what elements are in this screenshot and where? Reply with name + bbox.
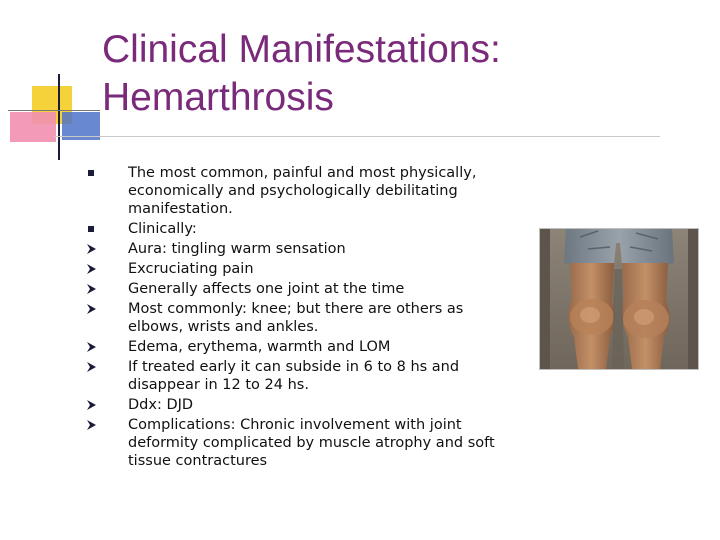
bullet-item <box>84 260 514 278</box>
bullet-text: If treated early it can subside in 6 to 8 hs and disappear in 12 to 24 hs. <box>128 359 460 393</box>
arrow-bullet-icon <box>84 416 98 434</box>
square-bullet-icon <box>84 220 98 238</box>
square-bullet-icon <box>84 164 98 182</box>
bullet-text: Complications: Chronic involvement with joint deformity complicated by muscle atrophy and soft tissue contractures <box>128 417 495 469</box>
bullet-item <box>84 220 514 238</box>
bullet-item <box>84 338 514 356</box>
slide-title <box>102 26 622 122</box>
bullet-item <box>84 416 514 470</box>
bullet-item <box>84 164 514 218</box>
bullet-text: Edema, erythema, warmth and LOM <box>128 339 391 355</box>
arrow-bullet-icon <box>84 358 98 376</box>
arrow-bullet-icon <box>84 240 98 258</box>
arrow-bullet-icon <box>84 280 98 298</box>
title-divider <box>54 136 660 137</box>
decor-pink-block <box>10 112 56 142</box>
bullet-item <box>84 358 514 394</box>
decor-vertical-line <box>58 74 60 160</box>
bullet-text: The most common, painful and most physically, economically and psychologically debilitating manifestation. <box>128 165 477 217</box>
bullet-text: Generally affects one joint at the time <box>128 281 405 297</box>
bullet-item <box>84 396 514 414</box>
arrow-bullet-icon <box>84 260 98 278</box>
arrow-bullet-icon <box>84 338 98 356</box>
swollen-knees-photo <box>539 228 699 370</box>
bullet-list <box>84 164 514 472</box>
bullet-text: Most commonly: knee; but there are others as elbows, wrists and ankles. <box>128 301 464 335</box>
bullet-text: Ddx: DJD <box>128 397 194 413</box>
arrow-bullet-icon <box>84 300 98 318</box>
bullet-text: Aura: tingling warm sensation <box>128 241 346 257</box>
bullet-item <box>84 280 514 298</box>
bullet-text: Excruciating pain <box>128 261 254 277</box>
slide-title-line-2: Hemarthrosis <box>102 76 334 119</box>
bullet-item <box>84 300 514 336</box>
slide-title-line-1: Clinical Manifestations: <box>102 28 501 71</box>
bullet-item <box>84 240 514 258</box>
decor-horizontal-line <box>8 110 100 111</box>
arrow-bullet-icon <box>84 396 98 414</box>
bullet-text: Clinically: <box>128 221 197 237</box>
